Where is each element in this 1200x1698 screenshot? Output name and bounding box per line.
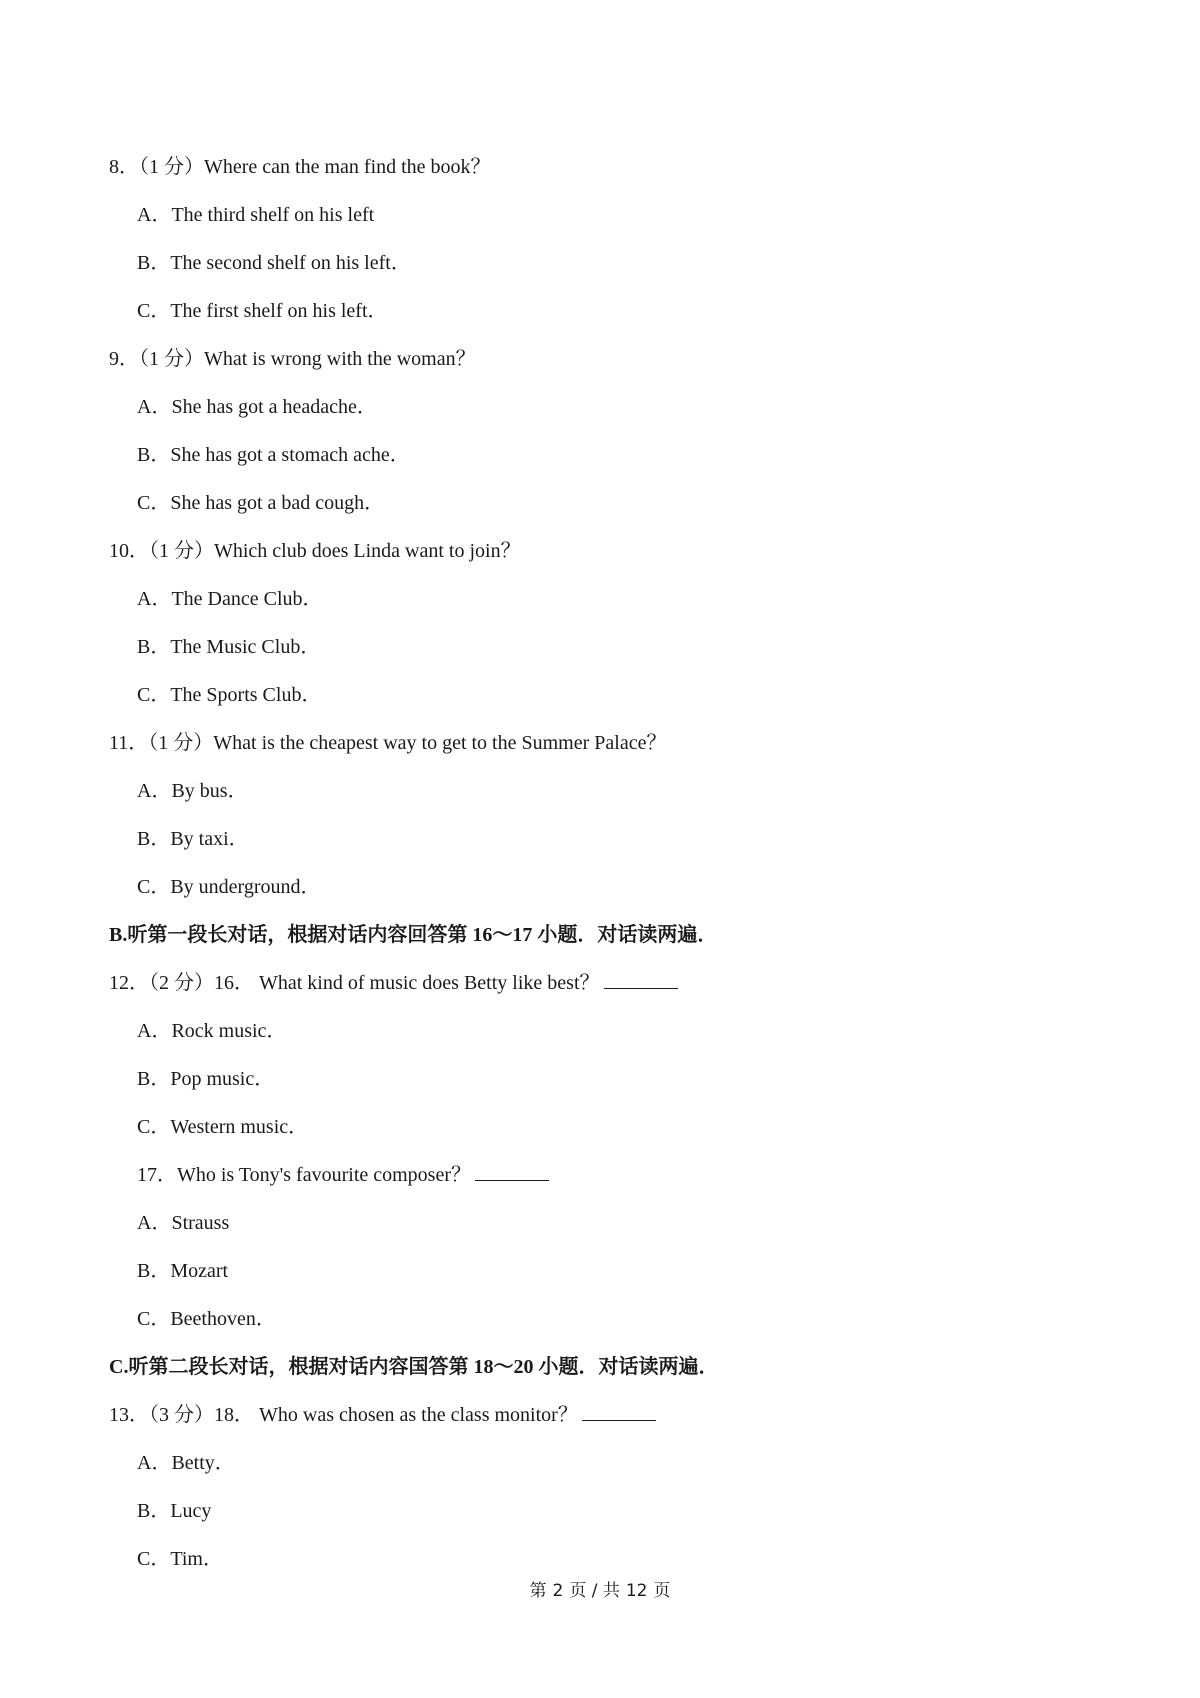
question-9: 9．（1 分）What is wrong with the woman？ <box>109 348 476 370</box>
sub-question-17-option-a: A．Strauss <box>137 1212 230 1234</box>
question-8: 8．（1 分）Where can the man find the book？ <box>109 156 491 178</box>
question-11: 11．（1 分）What is the cheapest way to get to the Summer Palace？ <box>109 732 667 754</box>
footer-page-number: 2 <box>552 1581 564 1601</box>
question-9-option-b: B．She has got a stomach ache． <box>137 444 410 466</box>
question-10-option-c: C．The Sports Club． <box>137 684 322 706</box>
question-11-option-b: B．By taxi． <box>137 828 249 850</box>
question-12-stem: 12．（2 分）16． What kind of music does Betty like best？ <box>109 972 600 994</box>
question-10-option-a: A．The Dance Club． <box>137 588 323 610</box>
question-8-option-b: B．The second shelf on his left． <box>137 252 411 274</box>
question-8-option-a: A．The third shelf on his left <box>137 204 375 226</box>
question-10: 10．（1 分）Which club does Linda want to join？ <box>109 540 521 562</box>
answer-blank <box>582 1403 656 1421</box>
page-footer <box>0 1579 1200 1603</box>
question-9-option-c: C．She has got a bad cough． <box>137 492 385 514</box>
footer-prefix: 第 <box>529 1581 547 1601</box>
footer-suffix: 页 <box>653 1581 671 1601</box>
question-13-option-a: A．Betty． <box>137 1452 235 1474</box>
question-8-option-c: C．The first shelf on his left． <box>137 300 388 322</box>
question-13-option-c: C．Tim． <box>137 1548 223 1570</box>
footer-middle: 页 / 共 <box>569 1581 620 1601</box>
question-12 <box>109 971 678 995</box>
question-12-option-b: B．Pop music． <box>137 1068 275 1090</box>
footer-total-pages: 12 <box>625 1581 648 1601</box>
answer-blank <box>475 1163 549 1181</box>
question-13 <box>109 1403 656 1427</box>
question-11-option-a: A．By bus． <box>137 780 248 802</box>
section-c-heading: C.听第二段长对话，根据对话内容国答第 18～20 小题．对话读两遍． <box>109 1356 719 1378</box>
sub-question-17-option-b: B．Mozart <box>137 1260 229 1282</box>
question-12-option-a: A．Rock music． <box>137 1020 287 1042</box>
question-10-option-b: B．The Music Club． <box>137 636 321 658</box>
question-11-option-c: C．By underground． <box>137 876 321 898</box>
question-13-stem: 13．（3 分）18． Who was chosen as the class monitor？ <box>109 1404 578 1426</box>
sub-question-17-stem: 17．Who is Tony's favourite composer？ <box>137 1164 472 1186</box>
question-9-option-a: A．She has got a headache． <box>137 396 377 418</box>
question-13-option-b: B．Lucy <box>137 1500 212 1522</box>
question-12-option-c: C．Western music． <box>137 1116 309 1138</box>
answer-blank <box>604 971 678 989</box>
sub-question-17 <box>137 1163 549 1187</box>
section-b-heading: B.听第一段长对话，根据对话内容回答第 16～17 小题．对话读两遍． <box>109 924 718 946</box>
sub-question-17-option-c: C．Beethoven． <box>137 1308 276 1330</box>
